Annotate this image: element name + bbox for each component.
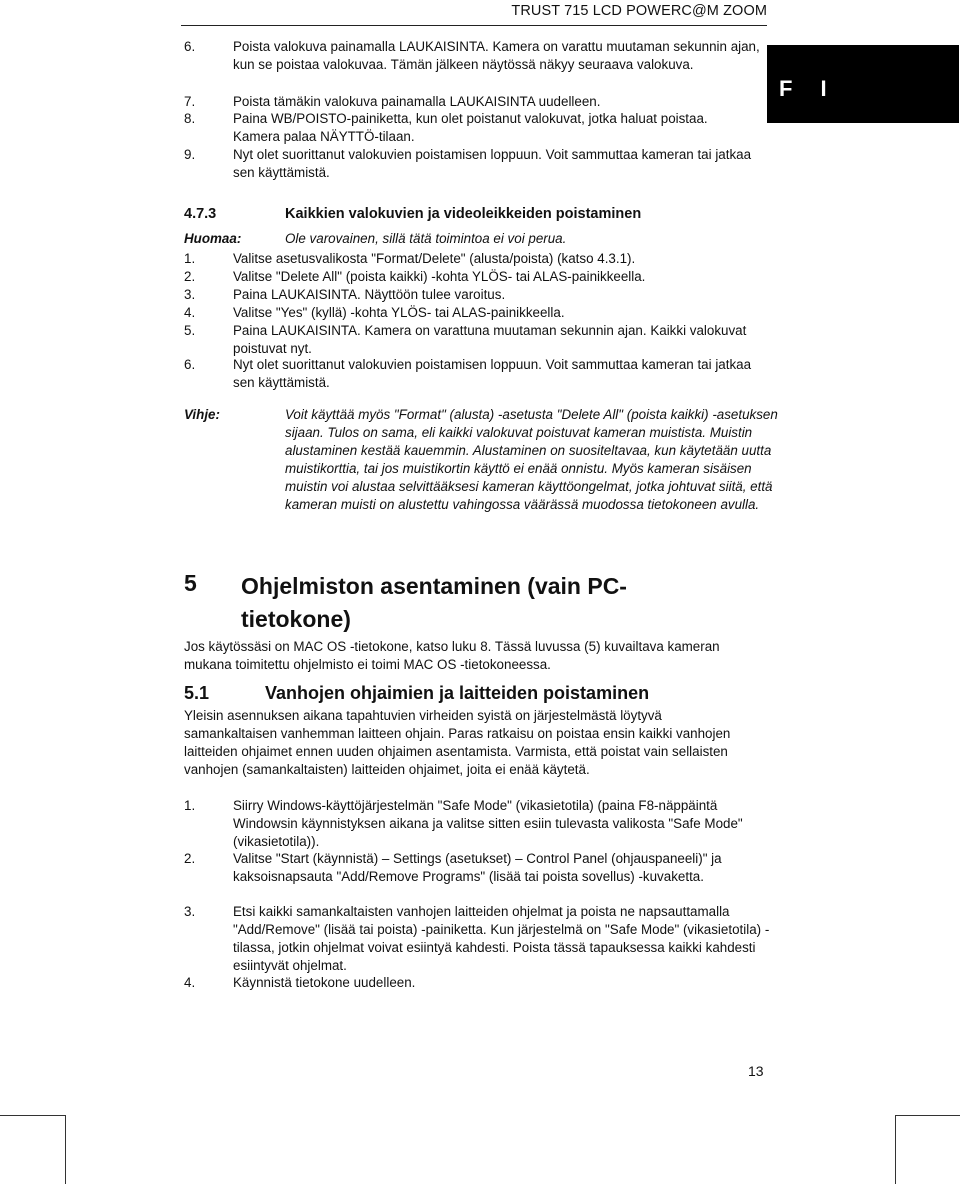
step-text: Valitse "Start (käynnistä) – Settings (asetukset) – Control Panel (ohjauspaneeli)" ja kaksoisnapsauta "Add/Remove Programs" (lisää tai poista sovellus) -kuvaketta. — [233, 851, 722, 884]
crop-mark — [895, 1115, 896, 1184]
chapter-intro: Jos käytössäsi on MAC OS -tietokone, katso luku 8. Tässä luvussa (5) kuvailtava kameran mukana toimitettu ohjelmisto ei toimi MAC OS -tietokoneessa. — [184, 639, 720, 672]
crop-mark — [0, 1115, 65, 1116]
step-text: Paina LAUKAISINTA. Näyttöön tulee varoitus. — [233, 287, 506, 302]
list-item-number: 9. — [184, 147, 196, 162]
language-tab-letter-f: F — [779, 76, 793, 101]
list-item-text: Nyt olet suorittanut valokuvien poistamisen loppuun. Voit sammuttaa kameran tai jatkaa sen käyttämistä. — [233, 147, 752, 180]
step-text: Valitse asetusvalikosta "Format/Delete" (alusta/poista) (katso 4.3.1). — [233, 251, 636, 266]
running-header: TRUST 715 LCD POWERC@M ZOOM — [511, 3, 767, 19]
chapter-title: Ohjelmiston asentaminen (vain PC-tietokone) — [241, 573, 627, 632]
step-text: Paina LAUKAISINTA. Kamera on varattuna muutaman sekunnin ajan. Kaikki valokuvat poistuvat nyt. — [233, 323, 747, 356]
subsection-intro: Yleisin asennuksen aikana tapahtuvien virheiden syistä on järjestelmästä löytyvä samankaltaisen vanhemman laitteen ohjain. Paras ratkaisu on poistaa ensin kaikki vanhojen laitteiden ohjaimet ennen uuden ohjaimen asentamista. Varmista, että poistat vain sellaisten vanhojen (samankaltaisten) laitteiden ohjaimet, joita ei enää käytetä. — [184, 708, 731, 777]
subsection-number: 5.1 — [184, 683, 210, 703]
list-item-number: 8. — [184, 111, 196, 126]
step-number: 1. — [184, 251, 196, 266]
crop-mark — [65, 1115, 66, 1184]
crop-mark — [895, 1115, 960, 1116]
chapter-number: 5 — [184, 570, 197, 596]
list-item-number: 6. — [184, 39, 196, 54]
list-item-text: Poista tämäkin valokuva painamalla LAUKAISINTA uudelleen. — [233, 94, 601, 109]
step-text: Siirry Windows-käyttöjärjestelmän "Safe Mode" (vikasietotila) (paina F8-näppäintä Windowsin käynnistyksen aikana ja valitse sitten esiin tulevasta valikosta "Safe Mode" (vikasietotila)). — [233, 798, 743, 849]
step-number: 4. — [184, 975, 196, 990]
list-item-text: Paina WB/POISTO-painiketta, kun olet poistanut valokuvat, jotka haluat poistaa. Kamera palaa NÄYTTÖ-tilaan. — [233, 111, 708, 144]
subsection-title: Vanhojen ohjaimien ja laitteiden poistaminen — [265, 683, 650, 703]
step-text: Valitse "Delete All" (poista kaikki) -kohta YLÖS- tai ALAS-painikkeella. — [233, 269, 646, 284]
page-number: 13 — [748, 1063, 764, 1079]
note-text: Ole varovainen, sillä tätä toimintoa ei voi perua. — [285, 231, 567, 246]
step-text: Etsi kaikki samankaltaisten vanhojen laitteiden ohjelmat ja poista ne napsauttamalla "Add/Remove" (lisää tai poista) -painiketta. Kun järjestelmä on "Safe Mode" (vikasietotila) -tilassa, jotkin ohjelmat voivat esiintyä kahdesti. Poista tässä tapauksessa kaikki kahdesti esiintyvät ohjelmat. — [233, 904, 770, 973]
step-text: Valitse "Yes" (kyllä) -kohta YLÖS- tai ALAS-painikkeella. — [233, 305, 565, 320]
step-text: Nyt olet suorittanut valokuvien poistamisen loppuun. Voit sammuttaa kameran tai jatkaa sen käyttämistä. — [233, 357, 752, 390]
step-number: 6. — [184, 357, 196, 372]
list-item-number: 7. — [184, 94, 196, 109]
step-text: Käynnistä tietokone uudelleen. — [233, 975, 416, 990]
language-tab — [767, 45, 959, 123]
header-rule — [181, 25, 767, 26]
tip-label: Vihje: — [184, 407, 220, 422]
step-number: 5. — [184, 323, 196, 338]
step-number: 3. — [184, 904, 196, 919]
section-title: Kaikkien valokuvien ja videoleikkeiden poistaminen — [285, 206, 642, 222]
note-label: Huomaa: — [184, 231, 242, 246]
list-item-text: Poista valokuva painamalla LAUKAISINTA. Kamera on varattu muutaman sekunnin ajan, kun se poistaa valokuvaa. Tämän jälkeen näytössä näkyy seuraava valokuva. — [233, 39, 760, 72]
step-number: 3. — [184, 287, 196, 302]
step-number: 1. — [184, 798, 196, 813]
step-number: 4. — [184, 305, 196, 320]
step-number: 2. — [184, 269, 196, 284]
step-number: 2. — [184, 851, 196, 866]
language-tab-letter-i: I — [820, 76, 827, 101]
tip-text: Voit käyttää myös "Format" (alusta) -asetusta "Delete All" (poista kaikki) -asetuksen sijaan. Tulos on sama, eli kaikki valokuvat poistuvat kameran muistista. Muistin alustaminen kestää kauemmin. Alustaminen on suositeltavaa, kun käytetään uutta muistikorttia, tai jos muistikortin käyttö ei enää onnistu. Myös kameran sisäisen muistin voi alustaa selvittääksesi kameran käyttöongelmat, jotka johtuvat siitä, että kameran muisti on alustettu vahingossa väärässä muodossa tietokoneen avulla. — [285, 407, 778, 512]
section-number: 4.7.3 — [184, 206, 217, 222]
